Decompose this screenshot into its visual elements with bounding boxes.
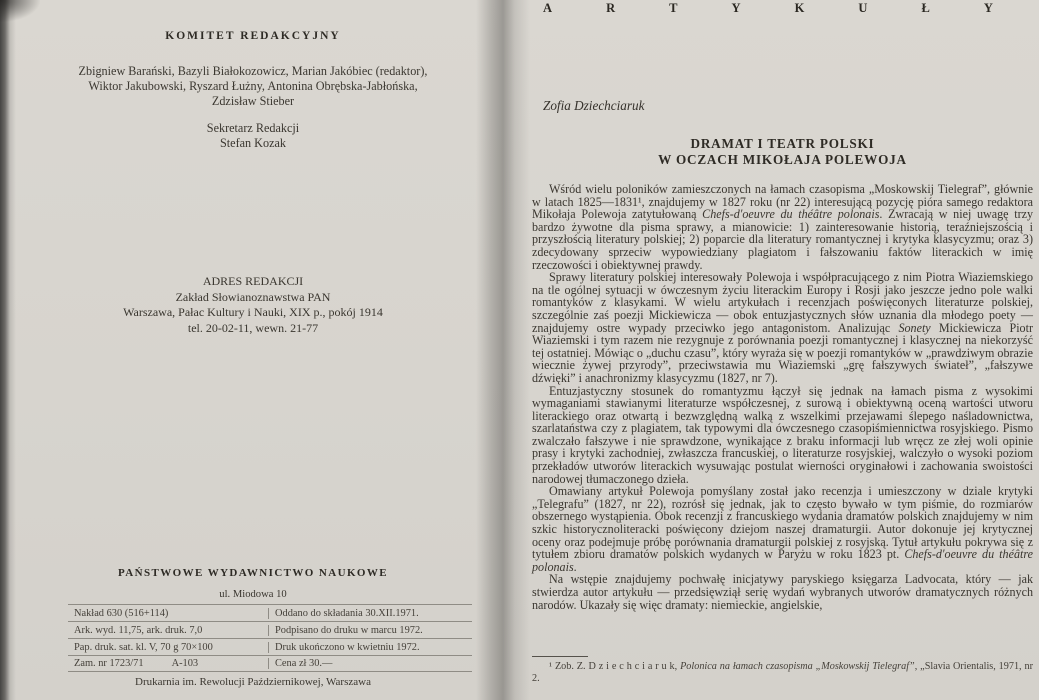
print-info-cell-right: Podpisano do druku w marcu 1972. <box>268 625 472 636</box>
italic-text-run: Chefs-d'oeuvre du théâtre polonais <box>532 547 1033 574</box>
secretary-block <box>20 121 486 151</box>
text-run: . Zwracają w niej uwagę trzy bardzo żywotne dla pisma sprawy, a mianowicie: 1) zainteresowanie historią, teraźniejszością i przyszłością literatury polskiej; 2) poparcie dla literatury romantycznej i krytyka klasycyzmu; oraz 3) zdecydowany sprzeciw wypowiedziany plagiatom i fałszowaniu faktów literackich w imię rzeczowości i obiektywnej prawdy. <box>532 207 1034 272</box>
footnote-separator <box>532 656 588 657</box>
print-info-cell-left: Nakład 630 (516+114) <box>74 607 169 619</box>
text-run: . <box>573 559 577 574</box>
article-body <box>532 183 1033 611</box>
print-info-cell-right: Cena zł 30.— <box>268 658 472 669</box>
scan-left-edge-shadow <box>0 0 16 700</box>
secretary-heading: Sekretarz Redakcji <box>206 121 300 135</box>
editorial-address-heading: ADRES REDAKCJI <box>202 274 304 288</box>
text-run: , „Slavia Orientalis, 1971, nr 2. <box>532 661 1033 684</box>
article-paragraph <box>532 485 1033 573</box>
footnote-text <box>532 661 1033 684</box>
print-info-table <box>68 604 472 672</box>
editorial-address <box>20 274 486 336</box>
text-run: ¹ Zob. Z. D z i e c h c i a r u k, <box>549 661 681 672</box>
text-run: Sprawy literatury polskiej interesowały Polewoja i współpracującego z nim Piotra Wiaziemskiego na tle ogólnej sytuacji w ówczesnym życiu literackim Europy i Rosji jako jeszcze jedno pole walki romantyków z klasykami. W wielu artykułach i recenzjach poświęconych literaturze polskiej, szczególnie zaś poezji Mickiewicza — obok entuzjastycznych słów uznania dla młodego poety — znajdujemy ostre wypady przeciwko jego antagonistom. Analizując <box>532 270 1033 335</box>
committee-names-line: Zdzisław Stieber <box>211 94 295 108</box>
author-name: Zofia Dziechciaruk <box>543 98 645 113</box>
header-letter: U <box>858 1 868 15</box>
text-run: Omawiany artykuł Polewoja pomyślany został jako recenzja i umieszczony w dziale krytyki „Telegrafu” (1827, nr 22), rozrósł się jednak, jak to często bywało w tym piśmie, do rozmiarów obszernego wystąpienia. Obok recenzji z francuskiego wydania dramatów polskich znajdujemy w nim szkic historycznoliteracki poświęcony dziejom naszej dramaturgii. Autor dokonuje jej krytycznej oceny oraz podejmuje próbę porównania dramaturgii polskiej z rosyjską. Tytuł artykułu pokrywa się z tytułem zbioru dramatów polskich wydanych w Paryżu w roku 1823 pt. <box>532 484 1033 562</box>
italic-text-run: Chefs-d'oeuvre du théâtre polonais <box>702 207 880 222</box>
print-info-cell-right: Druk ukończono w kwietniu 1972. <box>268 642 472 653</box>
committee-names-line: Zbigniew Barański, Bazyli Białokozowicz, Marian Jakóbiec (redaktor), <box>78 64 428 78</box>
committee-names-line: Wiktor Jakubowski, Ryszard Łużny, Antonina Obrębska-Jabłońska, <box>88 79 418 93</box>
text-run: Entuzjastyczny stosunek do romantyzmu łączył się jednak na łamach pisma z wysokimi wymaganiami stawianymi literaturze współczesnej, z surową i obiektywną oceną wartości utworu literackiego oraz otwartą i bezwzględną walką z wszelkimi przejawami ślepego naśladownictwa, szarlataństwa czy z plagiatem, tak typowymi dla ówczesnego czasopiśmiennictwa rosyjskiego. Pismo zwalczało fałszywe i nie sprawdzone, wynikające z braku informacji lub wręcz ze złej woli opinie prasy i krytyki zachodniej, zwłaszcza francuskiej, o literaturze rosyjskiej, walczyło o wysoki poziom przekładów utworów literackich wysuwając postulat wierności oryginałowi i zachowania swoistości narodowej tłumaczonego dzieła. <box>532 383 1033 486</box>
italic-text-run: Polonica na łamach czasopisma „Moskowskij Tielegraf” <box>680 661 915 672</box>
secretary-name: Stefan Kozak <box>220 136 286 150</box>
committee-names <box>20 64 486 109</box>
publisher-street: ul. Miodowa 10 <box>219 589 287 600</box>
committee-heading: KOMITET REDAKCYJNY <box>165 30 341 42</box>
print-info-cell-left: Zam. nr 1723/71 A-103 <box>74 658 199 669</box>
header-letter: Y <box>731 1 741 15</box>
scan-corner-shadow <box>0 0 40 22</box>
article-paragraph <box>532 385 1033 486</box>
artykuly-header <box>543 1 993 16</box>
header-letter: Y <box>983 1 993 15</box>
print-info-row <box>68 655 472 672</box>
article-title-line1: DRAMAT I TEATR POLSKI <box>690 136 875 151</box>
article-title-line2: W OCZACH MIKOŁAJA POLEWOJA <box>658 152 907 167</box>
header-letter: K <box>794 1 805 15</box>
article-paragraph <box>532 271 1033 384</box>
print-info-cell-right: Oddano do składania 30.XII.1971. <box>268 608 472 619</box>
header-letter: R <box>606 1 616 15</box>
publisher-name: PAŃSTWOWE WYDAWNICTWO NAUKOWE <box>118 567 388 579</box>
printer-line: Drukarnia im. Rewolucji Październikowej, Warszawa <box>135 676 371 688</box>
header-letter: Ł <box>921 1 930 15</box>
print-info-cell-left: Ark. wyd. 11,75, ark. druk. 7,0 <box>74 624 203 636</box>
article-paragraph <box>532 183 1033 271</box>
italic-text-run: Sonety <box>898 320 931 335</box>
print-info-cell-left: Pap. druk. sat. kl. V, 70 g 70×100 <box>74 641 213 653</box>
header-letter: A <box>543 1 553 15</box>
text-run: Mickiewicza Piotr Wiaziemski i tym razem nie rezygnuje z porównania poezji romantycznej i klasycznej na niekorzyść tej ostatniej. Mówiąc o „duchu czasu”, który wyraża się w poezji romantyków w „prawdziwym obrazie wiecznie żywej przyrody”, przeciwstawia mu Wiaziemski „grę fałszywych świateł”, „fałszywe dźwięki” i anachronizmy klasycyzmu (1827, nr 7). <box>532 320 1033 385</box>
editorial-address-line: Zakład Słowianoznawstwa PAN <box>175 289 331 304</box>
article-title <box>532 136 1033 168</box>
print-info-row <box>68 638 472 655</box>
editorial-address-line: tel. 20-02-11, wewn. 21-77 <box>187 320 319 335</box>
article-paragraph <box>532 573 1033 611</box>
print-info-row <box>68 621 472 638</box>
editorial-address-line: Warszawa, Pałac Kultury i Nauki, XIX p., pokój 1914 <box>123 305 383 319</box>
header-letter: T <box>669 1 678 15</box>
text-run: Wśród wielu poloników zamieszczonych na łamach czasopisma „Moskowskij Tielegraf”, głównie w latach 1825—1831¹, znajdujemy w 1827 roku (nr 22) interesującą pozycję pióra samego redaktora Mikołaja Polewoja zatytułowaną <box>532 182 1033 222</box>
page-gutter-shadow <box>476 0 530 700</box>
print-info-row <box>68 604 472 621</box>
text-run: Na wstępie znajdujemy pochwałę inicjatywy paryskiego księgarza Ladvocata, który — jak stwierdza autor artykułu — przedsięwziął serię wydań wybranych utworów dramatycznych różnych narodów. Ukazały się więc dramaty: niemieckie, angielskie, <box>532 572 1033 612</box>
